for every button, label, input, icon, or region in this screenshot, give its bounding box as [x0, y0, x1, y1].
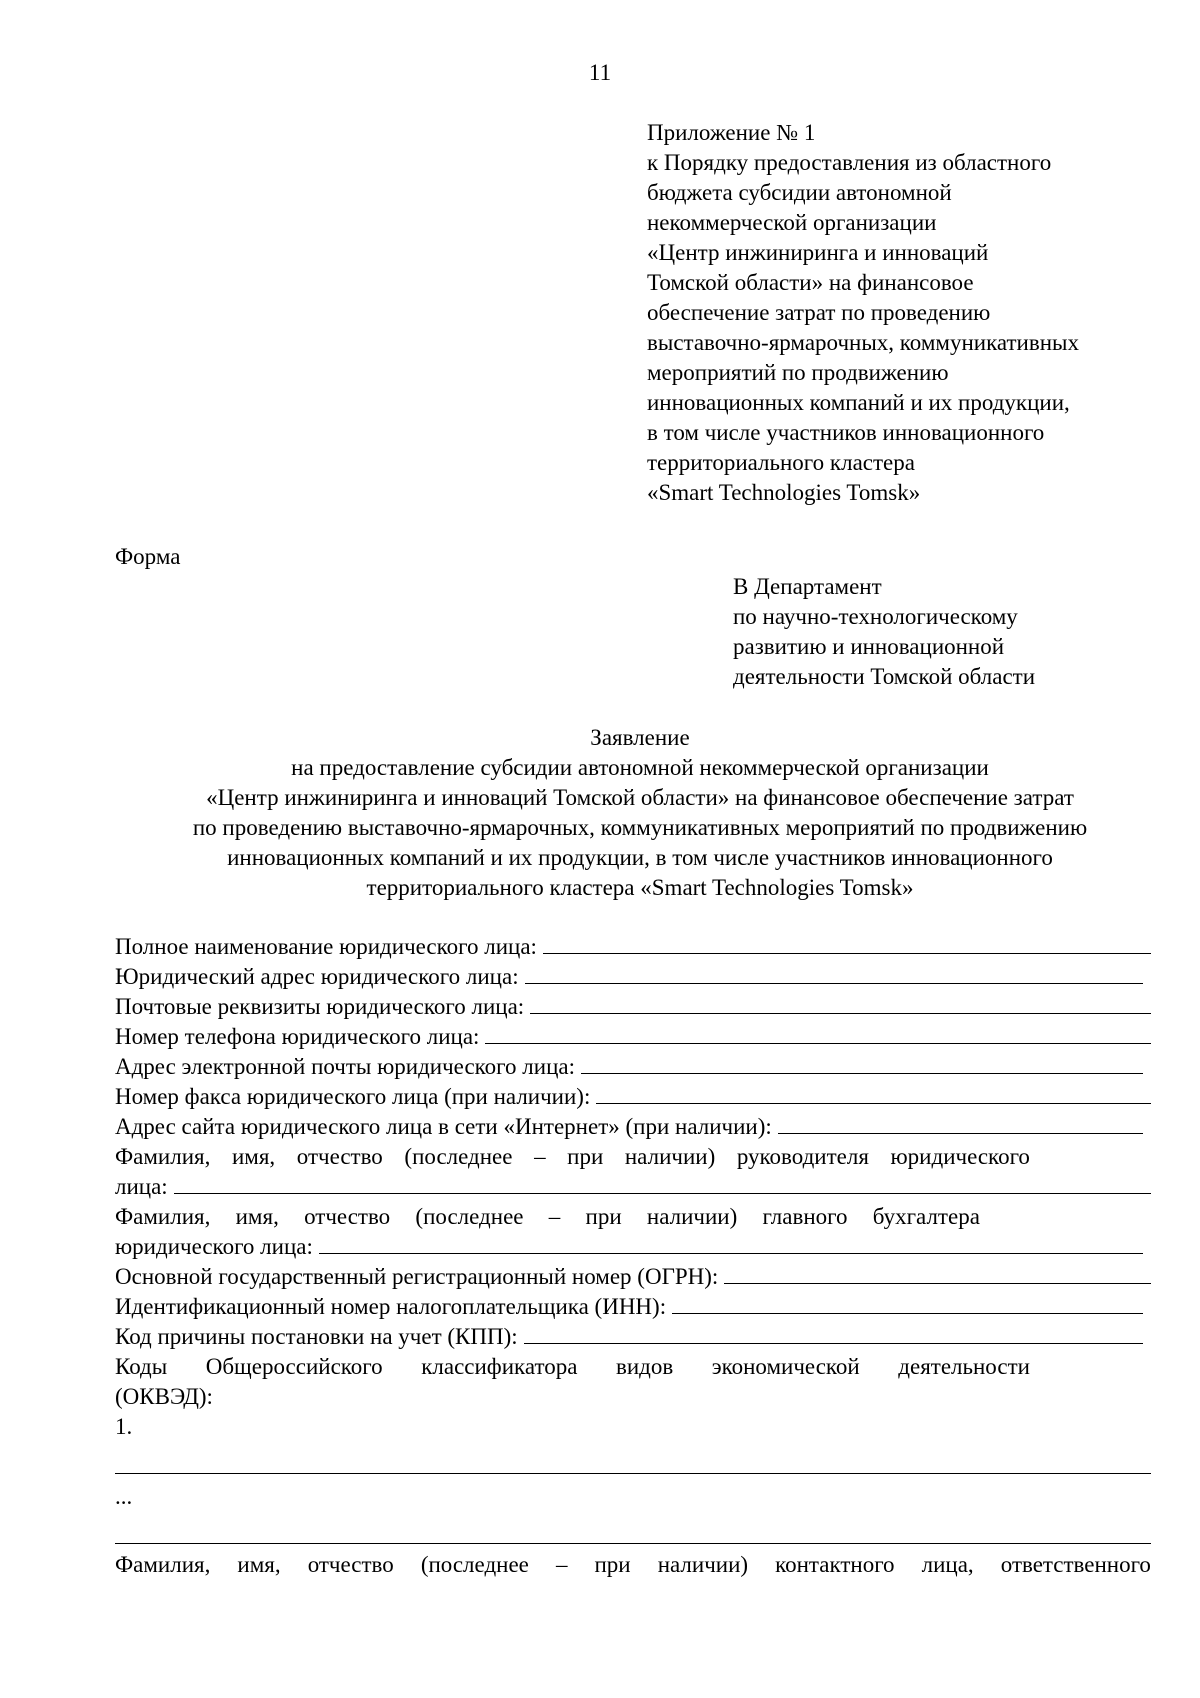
field-label: Код причины постановки на учет (КПП):: [115, 1324, 518, 1349]
field-label: лица:: [115, 1174, 168, 1199]
label-word: –: [555, 1552, 568, 1577]
field-label: Адрес сайта юридического лица в сети «Интернет» (при наличии):: [115, 1114, 772, 1139]
field-head-label: [115, 1142, 1030, 1172]
email-blank[interactable]: [581, 1053, 1143, 1074]
appendix-line: «Центр инжиниринга и инноваций: [647, 240, 989, 265]
legal-address-blank[interactable]: [525, 963, 1143, 984]
title-line: на предоставление субсидии автономной некоммерческой организации: [291, 755, 989, 780]
title-line: по проведению выставочно-ярмарочных, коммуникативных мероприятий по продвижению: [192, 815, 1088, 840]
okved-label-cont: (ОКВЭД):: [115, 1384, 213, 1409]
field-accountant: [115, 1232, 1143, 1262]
label-word: экономической: [711, 1354, 860, 1379]
field-contact-label: [115, 1550, 1151, 1580]
appendix-note: [647, 118, 1187, 508]
page-number: 11: [588, 60, 612, 85]
label-word: –: [548, 1204, 561, 1229]
label-word: отчество: [296, 1144, 383, 1169]
field-label: Полное наименование юридического лица:: [115, 934, 537, 959]
inn-blank[interactable]: [672, 1293, 1143, 1314]
addressee-line: В Департамент: [733, 574, 882, 599]
full-name-blank[interactable]: [543, 933, 1151, 954]
appendix-line: «Smart Technologies Tomsk»: [647, 480, 921, 505]
label-word: имя,: [237, 1552, 281, 1577]
title-line: «Центр инжиниринга и инноваций Томской области» на финансовое обеспечение затрат: [206, 785, 1074, 810]
title-line: территориального кластера «Smart Technologies Tomsk»: [366, 875, 914, 900]
label-word: бухгалтера: [872, 1204, 980, 1229]
field-fax: [115, 1082, 1151, 1112]
field-label: Адрес электронной почты юридического лица:: [115, 1054, 575, 1079]
okved-item-n-blank[interactable]: [115, 1542, 1151, 1544]
label-word: (последнее: [420, 1552, 529, 1577]
okved-item-1-blank[interactable]: [115, 1472, 1151, 1474]
fax-blank[interactable]: [596, 1083, 1151, 1104]
label-word: Общероссийского: [205, 1354, 383, 1379]
field-ogrn: [115, 1262, 1151, 1292]
website-blank[interactable]: [778, 1113, 1143, 1134]
okved-ellipsis-spacer: [115, 1512, 1151, 1542]
postal-details-blank[interactable]: [530, 993, 1151, 1014]
field-label: Номер телефона юридического лица:: [115, 1024, 480, 1049]
label-word: имя,: [231, 1144, 276, 1169]
addressee-line: по научно-технологическому: [733, 604, 1018, 629]
okved-item-number: 1.: [115, 1414, 133, 1439]
addressee-line: деятельности Томской области: [733, 664, 1036, 689]
appendix-line: в том числе участников инновационного: [647, 420, 1045, 445]
title-line: инновационных компаний и их продукции, в том числе участников инновационного: [227, 845, 1053, 870]
field-legal-address: [115, 962, 1143, 992]
label-word: при: [594, 1552, 631, 1577]
form-label: Форма: [115, 544, 181, 569]
label-word: отчество: [304, 1204, 391, 1229]
okved-ellipsis: ...: [115, 1484, 133, 1509]
appendix-line: Приложение № 1: [647, 120, 816, 145]
label-word: деятельности: [898, 1354, 1030, 1379]
appendix-line: мероприятий по продвижению: [647, 360, 949, 385]
label-word: Фамилия,: [115, 1204, 211, 1229]
label-word: главного: [762, 1204, 848, 1229]
field-label: Идентификационный номер налогоплательщика (ИНН):: [115, 1294, 667, 1319]
field-website: [115, 1112, 1143, 1142]
label-word: (последнее: [404, 1144, 513, 1169]
field-full-name: [115, 932, 1151, 962]
field-label: Номер факса юридического лица (при наличии):: [115, 1084, 591, 1109]
label-word: (последнее: [415, 1204, 524, 1229]
label-word: руководителя: [736, 1144, 869, 1169]
accountant-name-blank[interactable]: [319, 1233, 1143, 1254]
title-heading: Заявление: [590, 725, 690, 750]
addressee-line: развитию и инновационной: [733, 634, 1005, 659]
application-fields: [115, 932, 1151, 1580]
label-word: при: [585, 1204, 622, 1229]
appendix-line: инновационных компаний и их продукции,: [647, 390, 1070, 415]
field-label: Юридический адрес юридического лица:: [115, 964, 519, 989]
label-word: имя,: [235, 1204, 279, 1229]
appendix-line: выставочно-ярмарочных, коммуникативных: [647, 330, 1079, 355]
appendix-line: территориального кластера: [647, 450, 915, 475]
label-word: Фамилия,: [115, 1144, 211, 1169]
label-word: Фамилия,: [115, 1552, 211, 1577]
application-title: [100, 723, 1180, 903]
field-email: [115, 1052, 1143, 1082]
addressee: [733, 572, 1173, 692]
field-label: Почтовые реквизиты юридического лица:: [115, 994, 525, 1019]
field-label: юридического лица:: [115, 1234, 313, 1259]
appendix-line: бюджета субсидии автономной: [647, 180, 952, 205]
label-word: –: [534, 1144, 546, 1169]
label-word: лица,: [921, 1552, 974, 1577]
appendix-line: к Порядку предоставления из областного: [647, 150, 1052, 175]
label-word: ответственного: [1000, 1552, 1151, 1577]
appendix-line: Томской области» на финансовое: [647, 270, 974, 295]
label-word: юридического: [890, 1144, 1030, 1169]
label-word: наличии): [657, 1552, 749, 1577]
field-kpp: [115, 1322, 1143, 1352]
appendix-line: некоммерческой организации: [647, 210, 937, 235]
phone-blank[interactable]: [485, 1023, 1151, 1044]
field-accountant-label: [115, 1202, 980, 1232]
label-word: наличии): [624, 1144, 716, 1169]
label-word: контактного: [775, 1552, 895, 1577]
okved-item-spacer: [115, 1442, 1151, 1472]
kpp-blank[interactable]: [524, 1323, 1143, 1344]
field-okved-label: [115, 1352, 1030, 1382]
label-word: наличии): [646, 1204, 738, 1229]
field-inn: [115, 1292, 1143, 1322]
appendix-line: обеспечение затрат по проведению: [647, 300, 991, 325]
field-phone: [115, 1022, 1151, 1052]
head-name-blank[interactable]: [174, 1173, 1151, 1194]
label-word: отчество: [307, 1552, 394, 1577]
field-label: Основной государственный регистрационный номер (ОГРН):: [115, 1264, 719, 1289]
ogrn-blank[interactable]: [724, 1263, 1151, 1284]
label-word: видов: [615, 1354, 674, 1379]
label-word: при: [567, 1144, 604, 1169]
field-postal-details: [115, 992, 1151, 1022]
field-head: [115, 1172, 1151, 1202]
label-word: Коды: [115, 1354, 168, 1379]
label-word: классификатора: [421, 1354, 578, 1379]
